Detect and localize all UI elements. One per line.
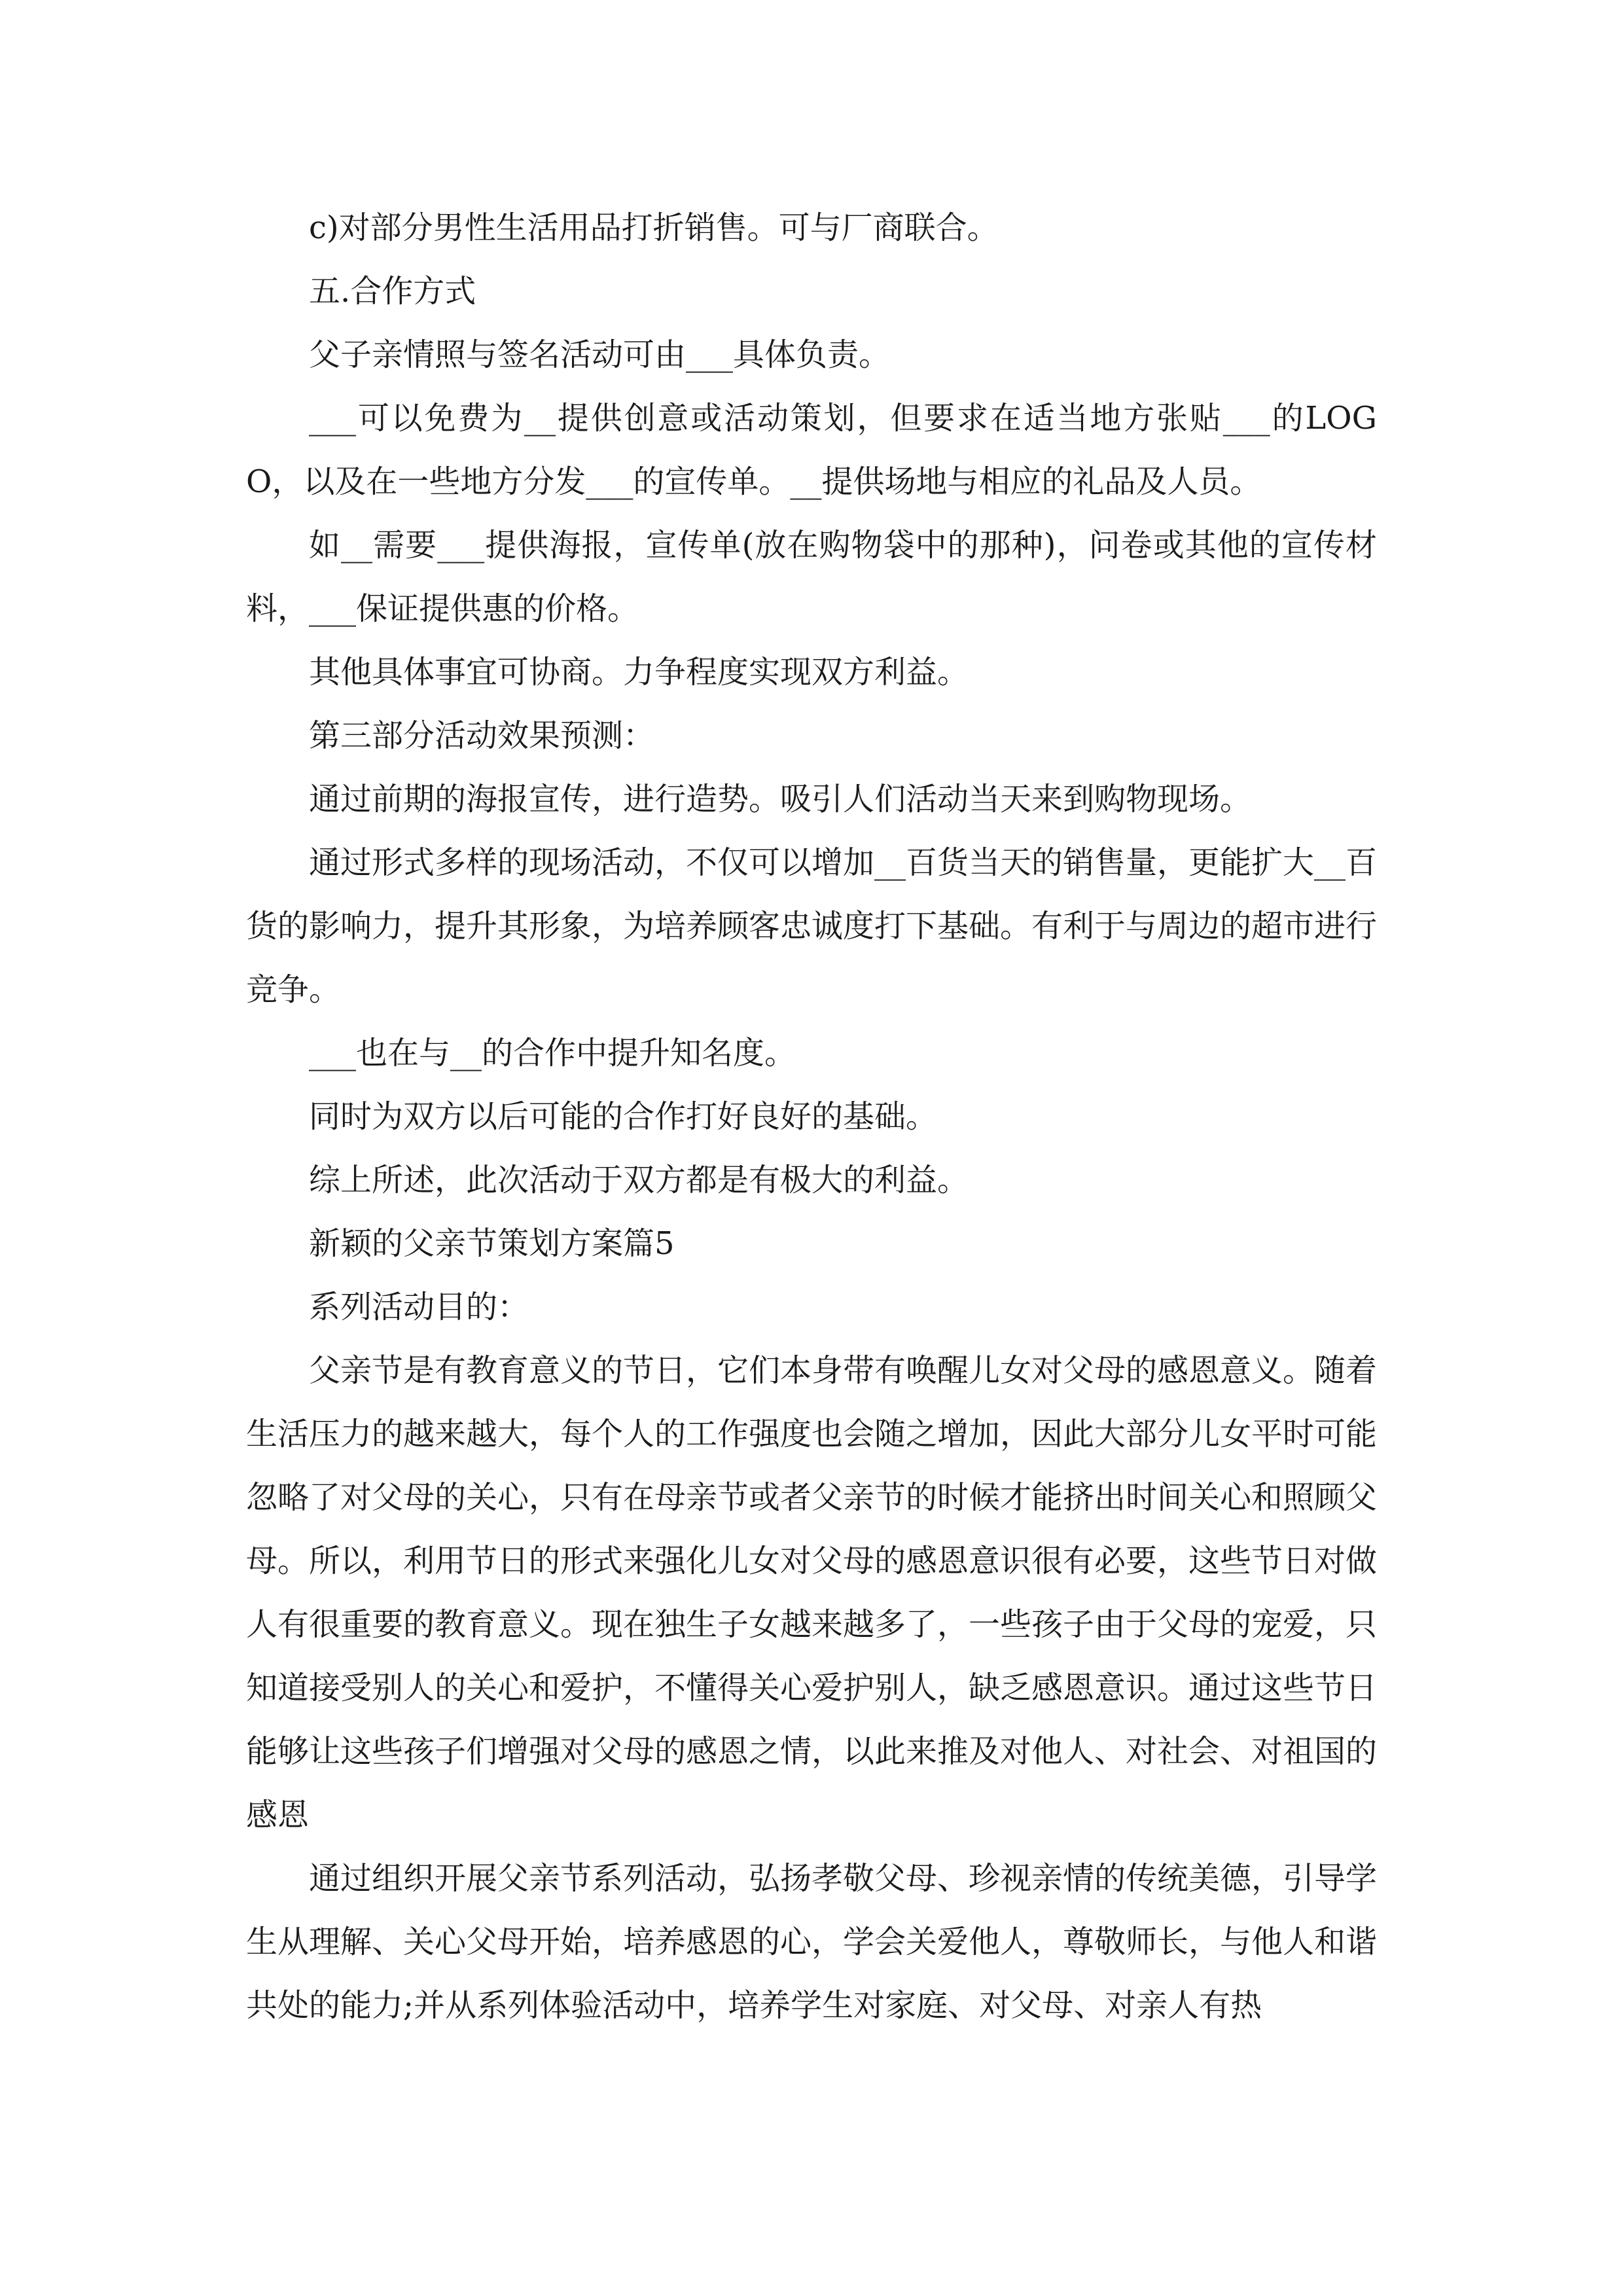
paragraph-posters: 如__需要___提供海报，宣传单(放在购物袋中的那种)，问卷或其他的宣传材料，___保证提供惠的价格。	[246, 527, 1377, 627]
heading-plan-five: 新颖的父亲节策划方案篇5	[309, 1225, 675, 1262]
paragraph-negotiation: 其他具体事宜可协商。力争程度实现双方利益。	[309, 654, 969, 691]
paragraph-free-planning: ___可以免费为__提供创意或活动策划，但要求在适当地方张贴___的LOGO，以及在一些地方分发___的宣传单。__提供场地与相应的礼品及人员。	[246, 400, 1377, 500]
paragraph-future-cooperation: 同时为双方以后可能的合作打好良好的基础。	[309, 1098, 938, 1135]
paragraph-activity-goals: 通过组织开展父亲节系列活动，弘扬孝敬父母、珍视亲情的传统美德，引导学生从理解、关心父母开始，培养感恩的心，学会关爱他人，尊敬师长，与他人和谐共处的能力;并从系列体验活动中，培养学生对家庭、对父母、对亲人有热	[246, 1860, 1378, 2024]
paragraph-onsite-activities: 通过形式多样的现场活动，不仅可以增加__百货当天的销售量，更能扩大__百货的影响力，提升其形象，为培养顾客忠诚度打下基础。有利于与周边的超市进行竞争。	[246, 844, 1378, 1008]
paragraph-fathers-day-meaning: 父亲节是有教育意义的节日，它们本身带有唤醒儿女对父母的感恩意义。随着生活压力的越来越大，每个人的工作强度也会随之增加，因此大部分儿女平时可能忽略了对父母的关心，只有在母亲节或者父亲节的时候才能挤出时间关心和照顾父母。所以，利用节日的形式来强化儿女对父母的感恩意识很有必要，这些节日对做人有很重要的教育意义。现在独生子女越来越多了，一些孩子由于父母的宠爱，只知道接受别人的关心和爱护，不懂得关心爱护别人，缺乏感恩意识。通过这些节日能够让这些孩子们增强对父母的感恩之情，以此来推及对他人、对社会、对祖国的感恩	[246, 1352, 1378, 1833]
paragraph-poster-promotion: 通过前期的海报宣传，进行造势。吸引人们活动当天来到购物现场。	[309, 781, 1252, 817]
paragraph-discount-sales: c)对部分男性生活用品打折销售。可与厂商联合。	[309, 209, 999, 246]
paragraph-brand-awareness: ___也在与__的合作中提升知名度。	[309, 1035, 796, 1071]
paragraph-summary: 综上所述，此次活动于双方都是有极大的利益。	[309, 1162, 969, 1198]
paragraph-photo-signing: 父子亲情照与签名活动可由___具体负责。	[309, 336, 891, 373]
heading-activity-purpose: 系列活动目的：	[309, 1289, 529, 1325]
heading-part-three-effect: 第三部分活动效果预测：	[309, 717, 655, 754]
heading-cooperation-method: 五.合作方式	[309, 273, 476, 310]
document-body	[246, 196, 1377, 2037]
